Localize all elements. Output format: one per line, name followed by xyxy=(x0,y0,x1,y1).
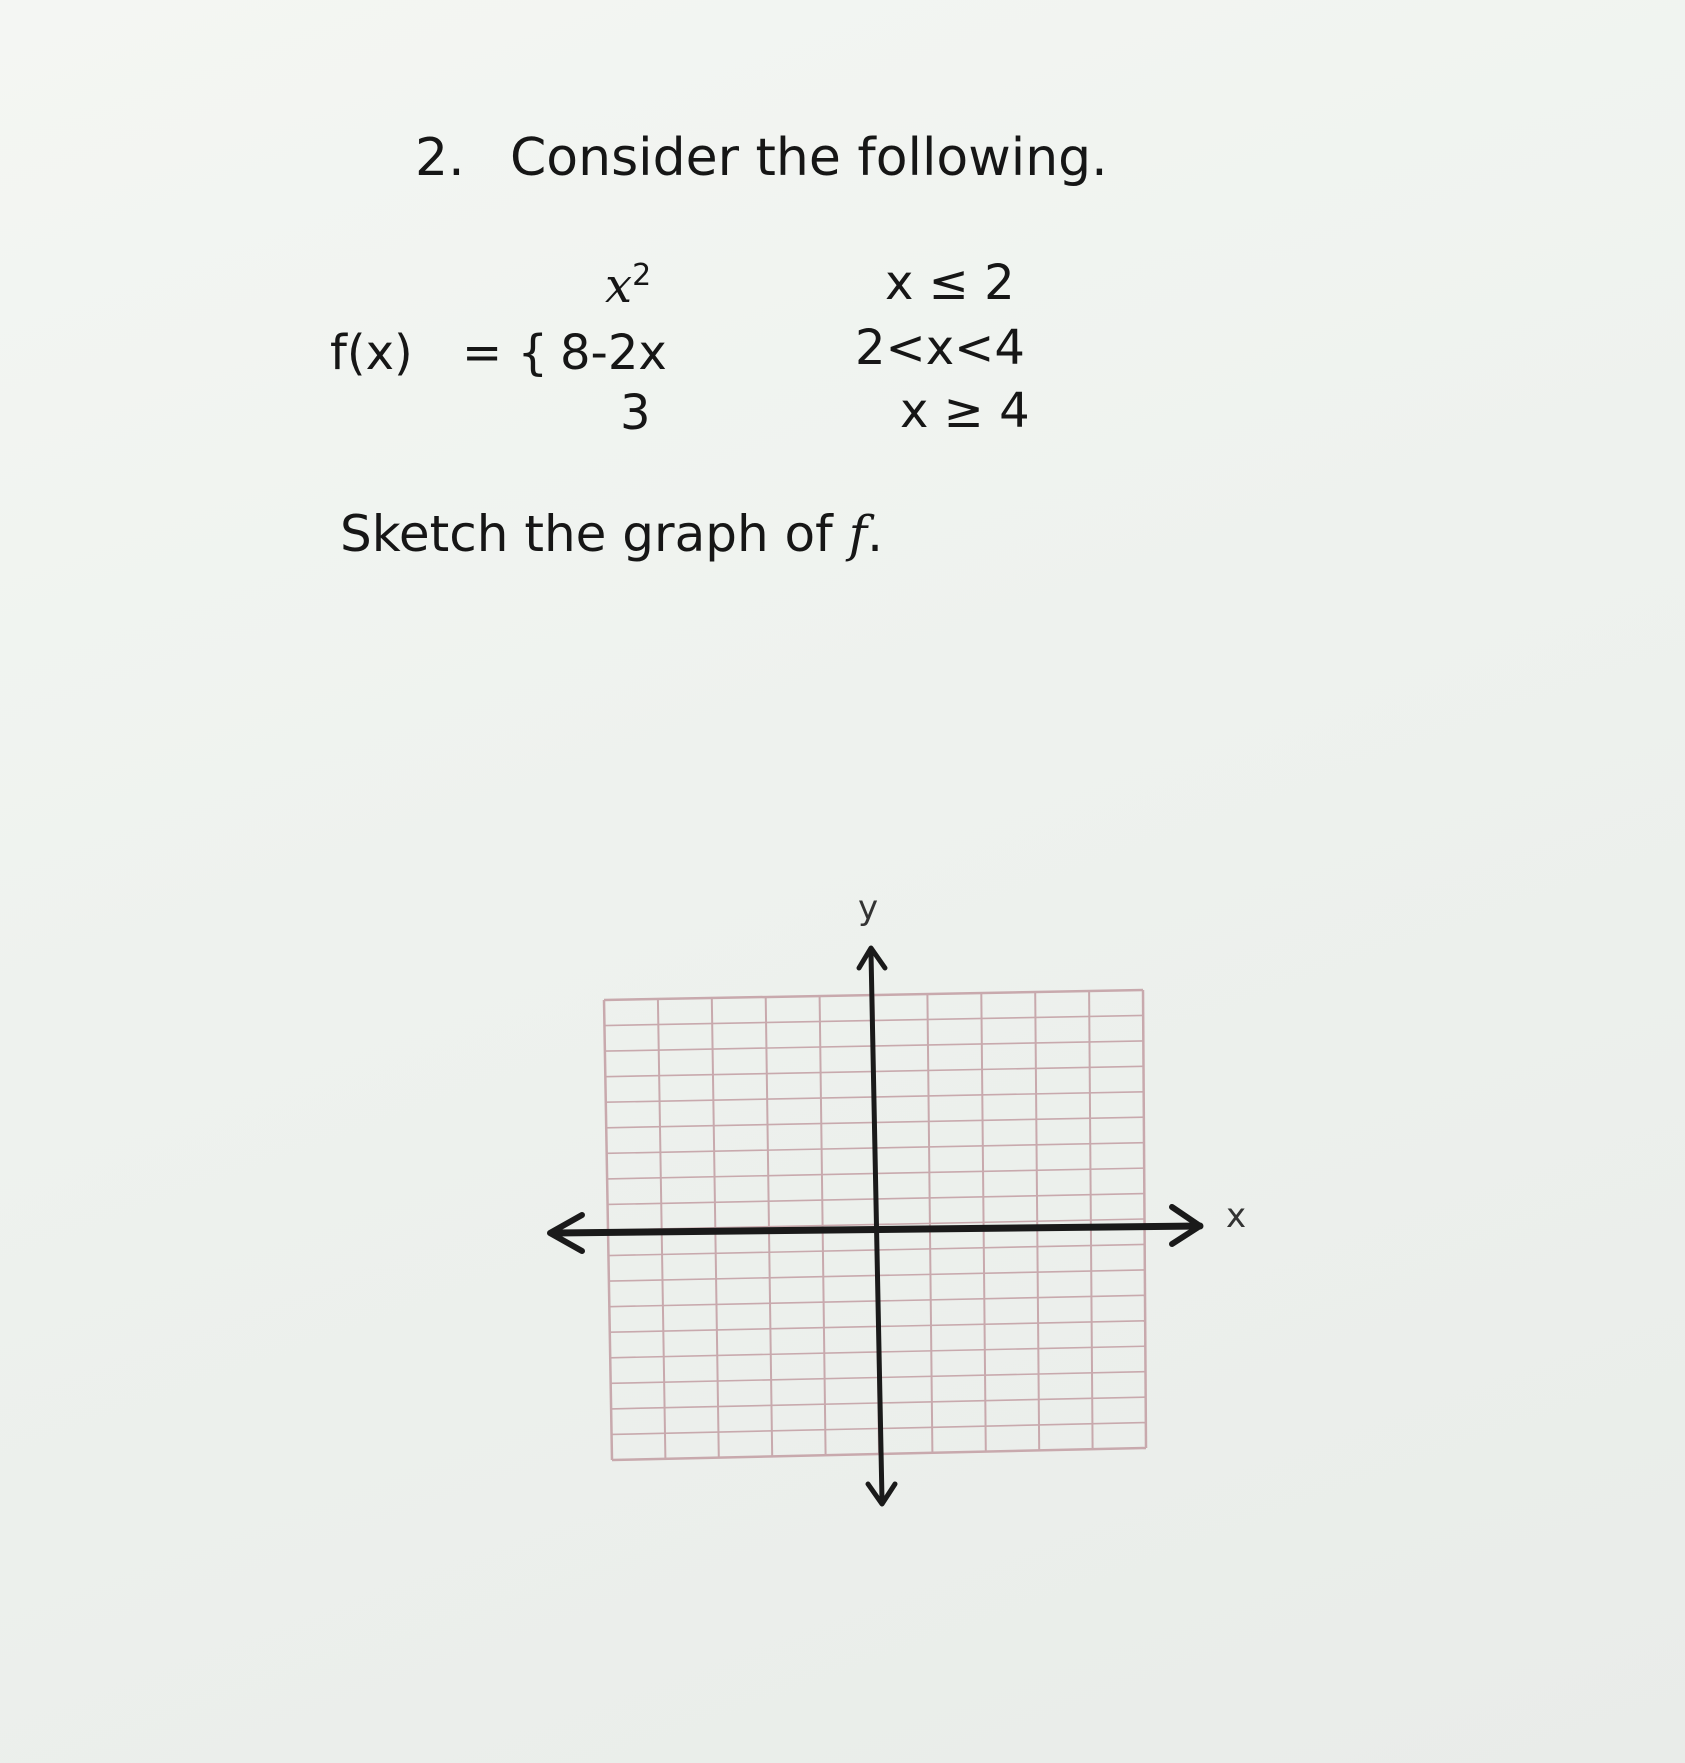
question-number: 2. xyxy=(415,128,465,188)
piece-1-condition: x ≤ 2 xyxy=(885,255,1015,311)
y-axis-label: y xyxy=(858,888,879,928)
instruction-variable: f xyxy=(848,505,868,563)
piece-1-exponent: 2 xyxy=(632,258,652,293)
piece-3-condition: x ≥ 4 xyxy=(900,383,1030,439)
instruction-period: . xyxy=(867,505,884,563)
piece-1-base: x xyxy=(605,258,633,314)
piece-2-condition: 2<x<4 xyxy=(855,320,1025,376)
equals-brace: = { xyxy=(462,325,549,381)
piece-2-expression: 8-2x xyxy=(560,325,667,381)
question-prompt: Consider the following. xyxy=(510,128,1108,188)
instruction-text: Sketch the graph of xyxy=(340,505,833,563)
x-axis-label: x xyxy=(1226,1196,1247,1236)
piece-3-expression: 3 xyxy=(620,385,651,441)
function-name: f(x) xyxy=(330,325,413,381)
